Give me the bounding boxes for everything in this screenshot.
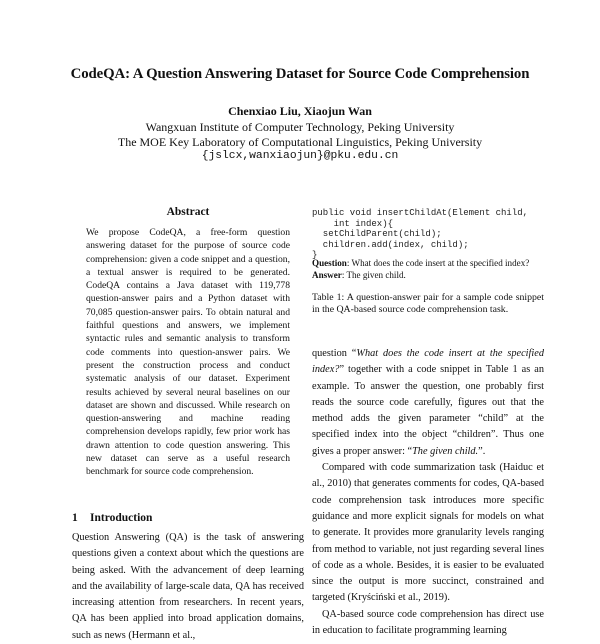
- code-line: setChildParent(child);: [312, 229, 442, 240]
- right-paragraph-2: Compared with code summarization task (Haiduc et al., 2010) that generates comments for codes, QA-based code comprehension task introduces more specific guidance and more explicit signals for models on what to generate. It provides more granularity levels ranging from method to variable, not just regarding several lines of code as a whole. Besides, it is easier to be evaluated since the output is more succinct, constrained and targeted (Kryściński et al., 2019).: [312, 462, 544, 604]
- introduction-text: Question Answering (QA) is the task of answering questions given a context about which the questions are being asked. With the advancement of deep learning and the availability of large-scale data, QA has received increasing attention from researchers. In recent years, QA has been applied into broad application domains, such as news (Hermann et al.,: [72, 532, 304, 641]
- code-line: children.add(index, child);: [312, 239, 469, 250]
- qa-answer: [312, 270, 544, 282]
- affiliation-2: The MOE Key Laboratory of Computational Linguistics, Peking University: [117, 135, 483, 149]
- code-line: }: [312, 250, 318, 261]
- p1-end: ”.: [478, 445, 486, 457]
- section-title: Introduction: [90, 512, 153, 524]
- code-snippet: [312, 208, 542, 261]
- abstract-body: [86, 226, 290, 479]
- abstract-text: We propose CodeQA, a free-form question answering dataset for the purpose of source code comprehension: given a code snippet and a question, a textual answer is required to be generated. CodeQA contains a Java dataset with 119,778 question-answer pairs and a Python dataset with 70,085 question-answer pairs. To obtain natural and faithful questions and answers, we implement syntactic rules and semantic analysis to transform code comments into question-answer pairs. We present the construction process and conduct systematic analysis of our dataset. Experiment results achieved by several neural baselines on our dataset are shown and discussed. While research on question-answering and machine reading comprehension develops rapidly, few prior work has drawn attention to code question answering. This new dataset can serve as a useful research benchmark for source code comprehension.: [86, 227, 290, 478]
- right-column-body: [312, 346, 544, 639]
- qa-question: [312, 258, 544, 270]
- right-paragraph-3: QA-based source code comprehension has direct use in education to facilitate programming learning: [312, 608, 544, 637]
- code-line: public void insertChildAt(Element child,: [312, 208, 529, 218]
- table1-qa: [312, 258, 544, 281]
- answer-label: Answer: [312, 269, 342, 280]
- affiliation-1: Wangxuan Institute of Computer Technology, Peking University: [145, 120, 455, 134]
- p1-question: What does the code insert at the specified index?: [312, 348, 544, 376]
- section-number: 1: [72, 512, 78, 524]
- introduction-heading: [72, 512, 152, 524]
- question-label: Question: [312, 258, 347, 268]
- paper-title: CodeQA: A Question Answering Dataset for Source Code Comprehension: [70, 66, 530, 82]
- p1-answer: The given child.: [412, 445, 479, 457]
- answer-text: : The given child.: [341, 269, 406, 280]
- p1-start: question “: [312, 348, 357, 359]
- paper-authors: Chenxiao Liu, Xiaojun Wan: [228, 104, 372, 118]
- p1-middle: ” together with a code snippet in Table 1 as an example. To answer the question, one probably first reads the source code carefully, figures out that the method adds the given parameter “child” at the specified index into the object “children”. Thus one gives a proper answer: “: [312, 364, 544, 457]
- question-text: : What does the code insert at the specified index?: [346, 258, 530, 268]
- code-line: int index){: [312, 218, 394, 229]
- author-email: {jslcx,wanxiaojun}@pku.edu.cn: [201, 150, 399, 162]
- right-paragraph-1: [312, 346, 544, 460]
- abstract-heading: Abstract: [166, 206, 210, 218]
- introduction-body: [72, 530, 304, 644]
- table1-caption: Table 1: A question-answer pair for a sample code snippet in the QA-based source code comprehension task.: [312, 292, 544, 316]
